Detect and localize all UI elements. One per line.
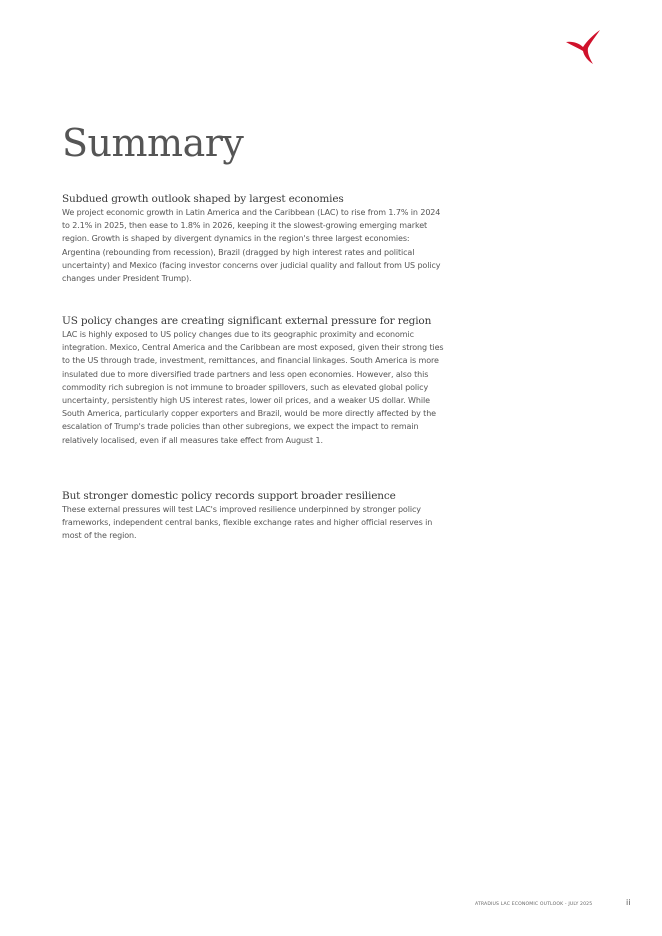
section-body: LAC is highly exposed to US policy changes due to its geographic proximity and economic integration. Mexico, Central America and the Caribbean are most exposed, given their strong ties to the US through trade, investment, remittances, and financial linkages. South America is more insulated due to more diversified trade partners and less open economies. However, also this commodity rich subregion is not immune to broader spillovers, such as elevated global policy uncertainty, persistently high US interest rates, lower oil prices, and a weaker US dollar. While South America, particularly copper exporters and Brazil, would be more directly affected by the escalation of Trump's trade policies than other subregions, we expect the impact to remain relatively localised, even if all measures take effect from August 1.: [62, 330, 444, 445]
section-heading: Subdued growth outlook shaped by largest economies: [62, 193, 344, 205]
atradius-logo-icon: [562, 26, 604, 66]
page-title: Summary: [62, 121, 244, 165]
section-us-policy: [62, 314, 446, 447]
section-body: We project economic growth in Latin America and the Caribbean (LAC) to rise from 1.7% in 2024 to 2.1% in 2025, then ease to 1.8% in 2026, keeping it the slowest-growing emerging market region. Growth is shaped by divergent dynamics in the region's three largest economies: Argentina (rebounding from recession), Brazil (dragged by high interest rates and political uncertainty) and Mexico (facing investor concerns over judicial quality and fallout from US policy changes under President Trump).: [62, 208, 441, 284]
section-body: These external pressures will test LAC's improved resilience underpinned by stronger policy frameworks, independent central banks, flexible exchange rates and higher official reserves in most of the region.: [62, 505, 433, 541]
footer-publication: ATRADIUS LAC ECONOMIC OUTLOOK - JULY 2025: [475, 902, 593, 907]
section-heading: US policy changes are creating significant external pressure for region: [62, 315, 432, 327]
section-heading: But stronger domestic policy records support broader resilience: [62, 490, 396, 502]
section-growth-outlook: [62, 192, 446, 285]
section-domestic-resilience: [62, 489, 446, 543]
page-number: ii: [626, 898, 631, 907]
